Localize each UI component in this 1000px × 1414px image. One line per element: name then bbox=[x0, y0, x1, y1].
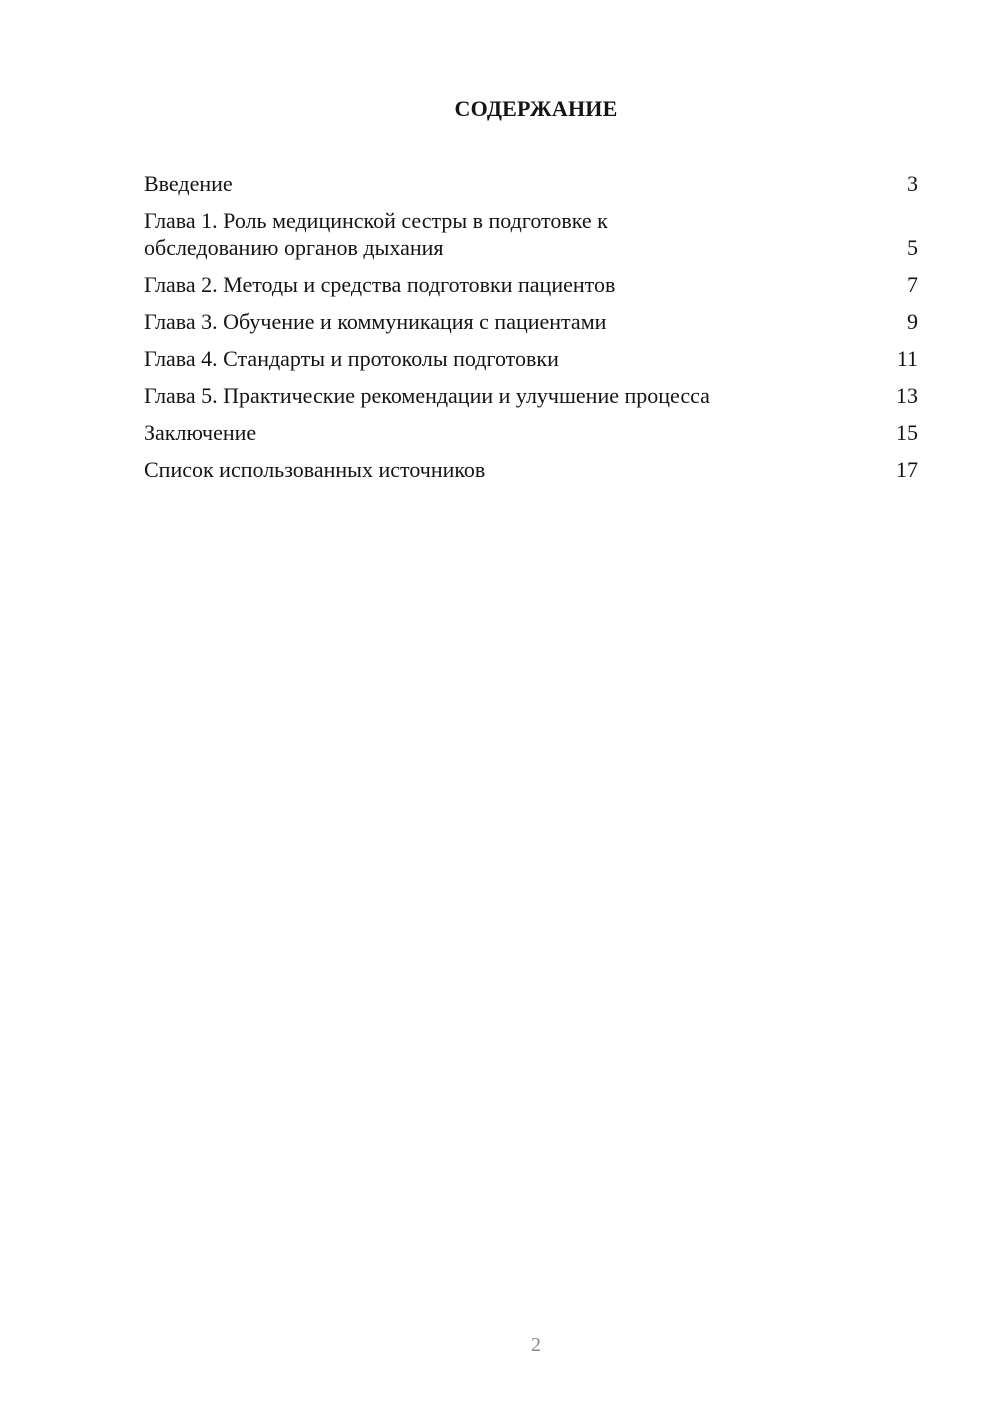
toc-entry-introduction bbox=[144, 170, 918, 197]
toc-entry-references bbox=[144, 456, 918, 483]
toc-entry-chapter-5 bbox=[144, 382, 918, 409]
toc-entry-title: Заключение bbox=[144, 420, 257, 445]
toc-entry-chapter-3 bbox=[144, 308, 918, 335]
toc-entry-title: Глава 1. Роль медицинской сестры в подготовке к обследованию органов дыхания bbox=[144, 208, 608, 260]
toc-entry-title: Глава 2. Методы и средства подготовки пациентов bbox=[144, 272, 616, 297]
toc-entry-page: 11 bbox=[896, 346, 918, 371]
toc-entry-page: 7 bbox=[907, 272, 918, 297]
toc-entry-chapter-1 bbox=[144, 207, 918, 261]
toc-entry-title: Глава 4. Стандарты и протоколы подготовки bbox=[144, 346, 559, 371]
toc-entry-page: 3 bbox=[907, 171, 918, 196]
toc-entry-title: Глава 5. Практические рекомендации и улучшение процесса bbox=[144, 383, 710, 408]
page-title: СОДЕРЖАНИЕ bbox=[454, 96, 618, 121]
toc-entry-page: 9 bbox=[907, 309, 918, 334]
toc-entry-title: Список использованных источников bbox=[144, 457, 486, 482]
toc-entry-conclusion bbox=[144, 419, 918, 446]
table-of-contents bbox=[144, 170, 918, 493]
page-number: 2 bbox=[531, 1334, 541, 1356]
toc-entry-chapter-4 bbox=[144, 345, 918, 372]
toc-entry-chapter-2 bbox=[144, 271, 918, 298]
toc-entry-page: 15 bbox=[896, 420, 918, 445]
toc-entry-title: Введение bbox=[144, 171, 233, 196]
toc-entry-title: Глава 3. Обучение и коммуникация с пациентами bbox=[144, 309, 607, 334]
toc-entry-page: 17 bbox=[896, 457, 918, 482]
toc-entry-page: 5 bbox=[907, 235, 918, 260]
toc-entry-page: 13 bbox=[896, 383, 918, 408]
